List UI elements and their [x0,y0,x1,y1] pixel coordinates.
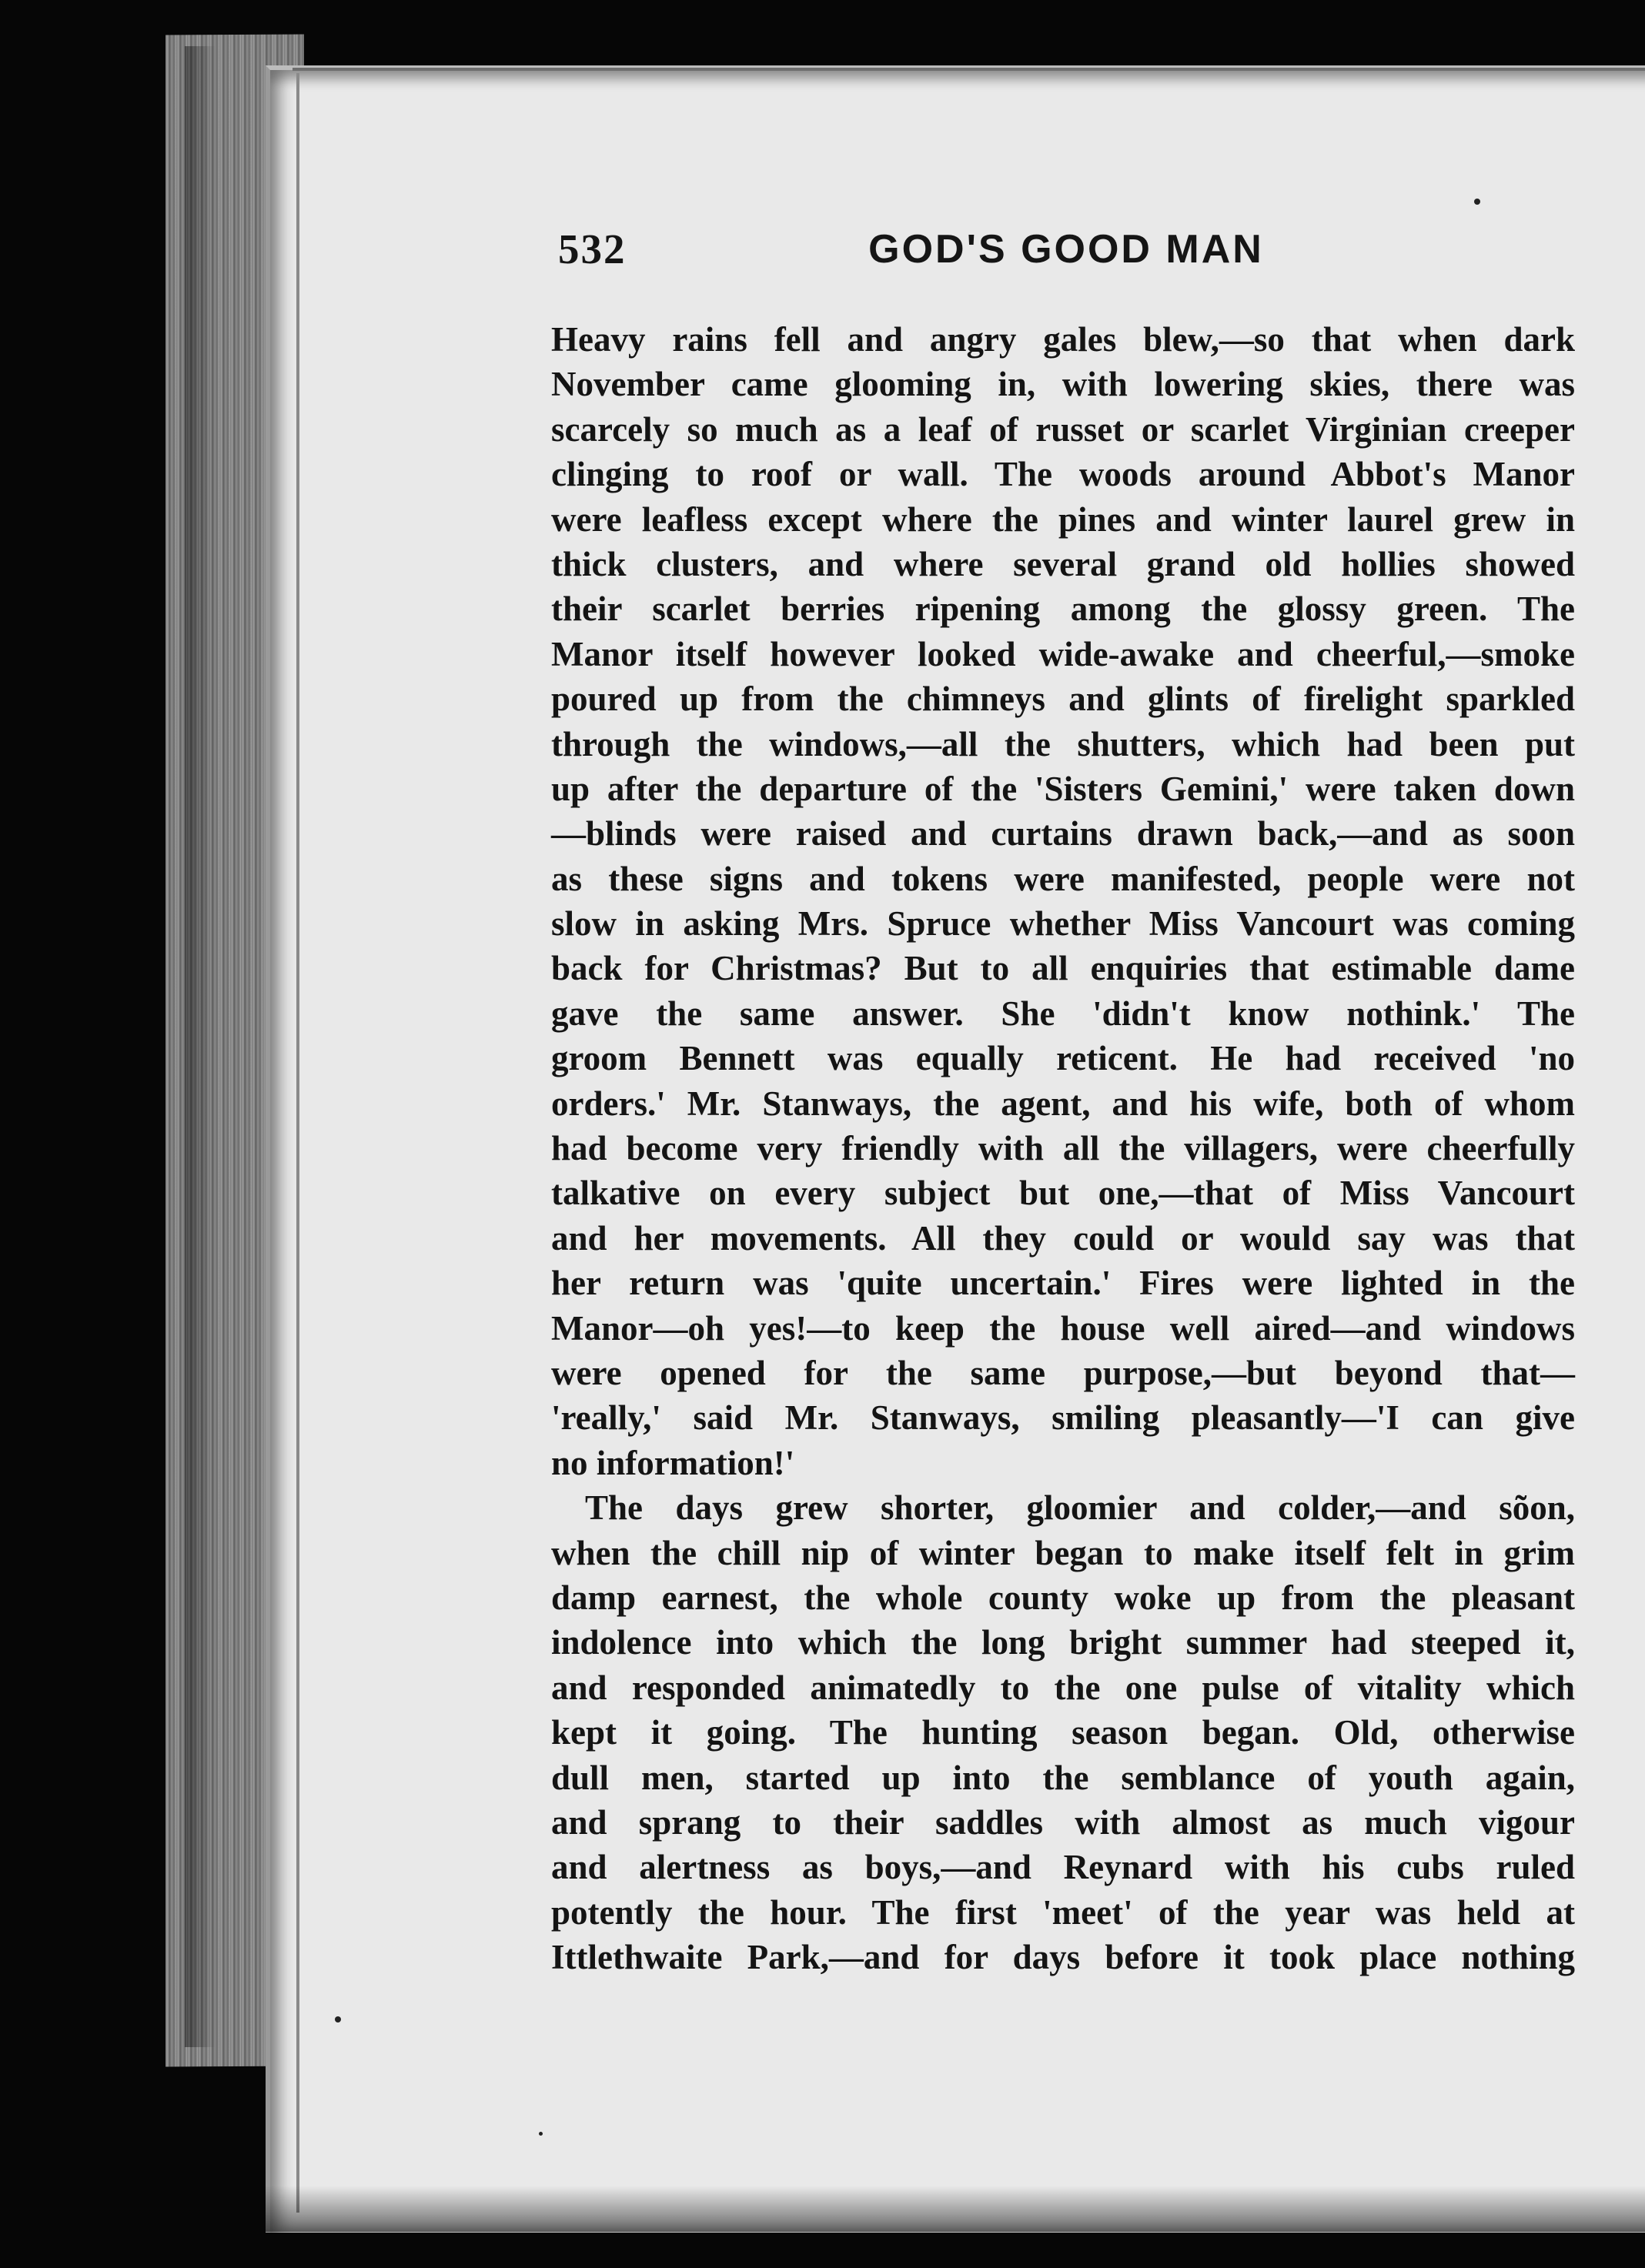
text-line: indolence into which the long bright summer had steeped it, [551,1623,1575,1662]
text-line: up after the departure of the 'Sisters Gemini,' were taken down [551,769,1575,808]
text-line: Manor—oh yes!—to keep the house well aired—and windows [551,1308,1575,1348]
text-line: clinging to roof or wall. The woods around Abbot's Manor [551,455,1575,494]
text-line: had become very friendly with all the villagers, were cheerfully [551,1129,1575,1168]
text-line: through the windows,—all the shutters, which had been put [551,724,1575,763]
text-line: Heavy rains fell and angry gales blew,—so that when dark [551,320,1575,359]
text-line: kept it going. The hunting season began. Old, otherwise [551,1713,1575,1752]
text-line: orders.' Mr. Stanways, the agent, and his wife, both of whom [551,1084,1575,1123]
text-line: —blinds were raised and curtains drawn back,—and as soon [551,814,1575,853]
page-number: 532 [558,225,627,272]
text-line: and alertness as boys,—and Reynard with his cubs ruled [551,1848,1575,1887]
text-line: potently the hour. The first 'meet' of the year was held at [551,1892,1575,1932]
ink-speck [539,2132,543,2136]
text-line: and sprang to their saddles with almost as much vigour [551,1802,1575,1842]
running-head [558,225,1574,294]
text-line: their scarlet berries ripening among the glossy green. The [551,590,1575,629]
text-line: Manor itself however looked wide-awake and cheerful,—smoke [551,634,1575,673]
text-line: The days grew shorter, gloomier and colder,—and sõon, [585,1488,1575,1528]
text-line: slow in asking Mrs. Spruce whether Miss Vancourt was coming [551,904,1575,944]
text-line: thick clusters, and where several grand old hollies showed [551,544,1575,583]
text-line: were opened for the same purpose,—but beyond that— [551,1353,1575,1392]
ink-speck [1474,199,1480,205]
top-page-edge [293,68,1645,71]
text-line: and responded animatedly to the one pulse of vitality which [551,1668,1575,1707]
text-line: when the chill nip of winter began to make itself felt in grim [551,1533,1575,1572]
ink-speck [335,2016,341,2022]
bottom-shadow [266,2186,1645,2232]
left-page-edge [296,73,299,2213]
text-line: gave the same answer. She 'didn't know nothink.' The [551,994,1575,1033]
text-line: 'really,' said Mr. Stanways, smiling pleasantly—'I can give [551,1398,1575,1438]
text-line: damp earnest, the whole county woke up from the pleasant [551,1578,1575,1617]
text-line: talkative on every subject but one,—that of Miss Vancourt [551,1174,1575,1213]
text-line: November came glooming in, with lowering skies, there was [551,365,1575,404]
running-title: GOD'S GOOD MAN [868,227,1264,272]
text-line: back for Christmas? But to all enquiries that estimable dame [551,949,1575,988]
text-line: poured up from the chimneys and glints of firelight sparkled [551,680,1575,719]
page-edges-shadow [185,46,216,2047]
text-line: scarcely so much as a leaf of russet or scarlet Virginian creeper [551,409,1575,449]
text-line: and her movements. All they could or would say was that [551,1218,1575,1258]
text-line: Ittlethwaite Park,—and for days before it took place nothing [551,1938,1575,1977]
text-line: groom Bennett was equally reticent. He had received 'no [551,1039,1575,1078]
text-line: were leafless except where the pines and winter laurel grew in [551,499,1575,539]
text-line: as these signs and tokens were manifested, people were not [551,859,1575,898]
text-line: no information!' [551,1443,795,1482]
text-line: dull men, started up into the semblance of youth again, [551,1758,1575,1797]
text-line: her return was 'quite uncertain.' Fires were lighted in the [551,1264,1575,1303]
body-text [551,317,1575,1979]
